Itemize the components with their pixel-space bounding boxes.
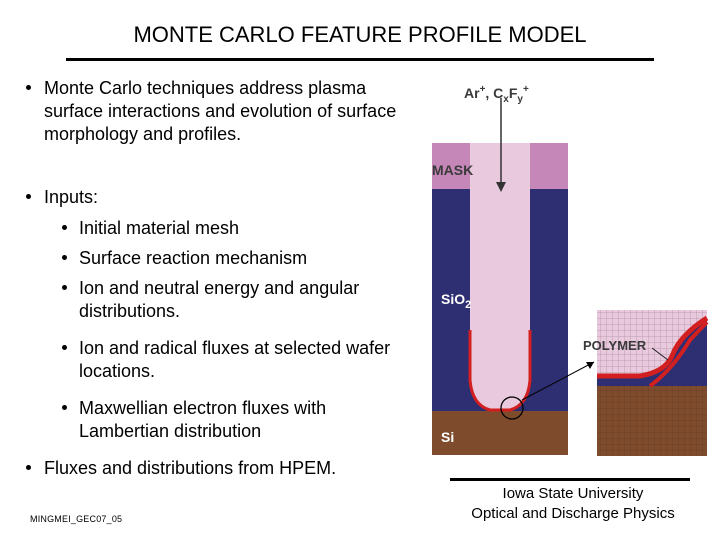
- si-label: Si: [441, 429, 455, 445]
- sub-bullet-energy: Ion and neutral energy and angular distributions.: [79, 278, 360, 321]
- bullet-hpem: Fluxes and distributions from HPEM.: [44, 458, 337, 478]
- university-name: Iowa State University: [502, 485, 644, 502]
- sub-bullet-maxwellian: Maxwellian electron fluxes with Lambertian distribution: [79, 398, 327, 441]
- bullet-monte-carlo-text: Monte Carlo techniques address plasma surface interactions and evolution of surface morphology and profiles.: [44, 78, 397, 144]
- sio2-label: SiO$_2$: [441, 291, 472, 311]
- sub-bullet-fluxes: Ion and radical fluxes at selected wafer locations.: [79, 338, 391, 381]
- sub-bullet-reaction: Surface reaction mechanism: [79, 248, 308, 268]
- mask-label: MASK: [432, 162, 474, 178]
- group-name: Optical and Discharge Physics: [471, 505, 675, 522]
- bullet-inputs: Inputs:: [44, 187, 99, 207]
- ions-label: Ar+, $C_xF_y^+$: [464, 84, 529, 105]
- footer-rule: [450, 478, 690, 481]
- polymer-label: POLYMER: [583, 338, 647, 353]
- footer-affiliation: [448, 484, 698, 524]
- sub-bullet-mesh: Initial material mesh: [79, 218, 240, 238]
- zoom-inset: [597, 310, 707, 456]
- slide-title: MONTE CARLO FEATURE PROFILE MODEL: [133, 22, 587, 47]
- slide-code: MINGMEI_GEC07_05: [30, 514, 123, 524]
